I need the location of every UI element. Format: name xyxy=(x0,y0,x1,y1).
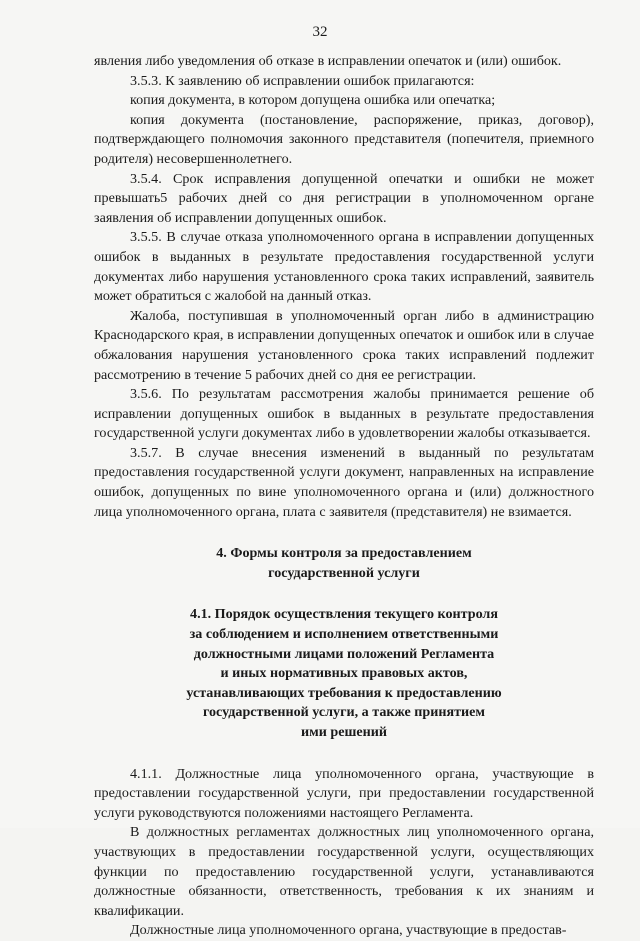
page-number: 32 xyxy=(312,24,328,40)
paragraph: 3.5.3. К заявлению об исправлении ошибок прилагаются: xyxy=(130,72,475,89)
subsection-heading-line: устанавливающих требования к предоставлению xyxy=(186,684,502,701)
subsection-heading-line: ими решений xyxy=(301,724,387,740)
paragraph: 4.1.1. Должностные лица уполномоченного органа, участвующие в предоставлении государственной услуги, при предоставлении государственной услуги руководствуются положениями настоящего Регламента. xyxy=(94,765,594,821)
paragraph: 3.5.4. Срок исправления допущенной опечатки и ошибки не может превышать5 рабочих дней со дня регистрации в уполномоченном органе заявления об исправлении допущенных ошибок. xyxy=(94,170,594,226)
subsection-heading-line: 4.1. Порядок осуществления текущего контроля xyxy=(190,606,498,623)
section-heading xyxy=(94,544,594,583)
document-body xyxy=(94,52,594,941)
section-heading-line: 4. Формы контроля за предоставлением xyxy=(216,545,472,562)
paragraph: 3.5.7. В случае внесения изменений в выданный по результатам предоставления государственной услуги документ, направленных на исправление ошибок, допущенных по вине уполномоченного органа и (или) должностного лица уполномоченного органа, плата с заявителя (представителя) не взимается. xyxy=(94,444,594,520)
paragraph: копия документа (постановление, распоряжение, приказ, договор), подтверждающего полномочия законного представителя (попечителя, приемного родителя) несовершеннолетнего. xyxy=(94,111,594,167)
paragraph: явления либо уведомления об отказе в исправлении опечаток и (или) ошибок. xyxy=(94,53,562,69)
paragraph: Жалоба, поступившая в уполномоченный орган либо в администрацию Краснодарского края, в исправлении допущенных опечаток и ошибок или в случае обжалования нарушения установленного срока таких исправлений подлежит рассмотрению в течение 5 рабочих дней со дня ее регистрации. xyxy=(94,307,594,383)
paragraph: Должностные лица уполномоченного органа, участвующие в предостав- xyxy=(130,922,567,939)
paragraph: 3.5.6. По результатам рассмотрения жалобы принимается решение об исправлении допущенных ошибок в выданных в результате предоставления государственной услуги документах либо в удовлетворении жалобы отказывается. xyxy=(94,386,594,442)
subsection-heading-line: государственной услуги, а также принятием xyxy=(202,704,486,721)
subsection-heading-line: и иных нормативных правовых актов, xyxy=(220,665,468,682)
subsection-heading-line: за соблюдением и исполнением ответственными xyxy=(189,626,499,643)
section-heading-line: государственной услуги xyxy=(268,564,420,581)
subsection-heading-line: должностными лицами положений Регламента xyxy=(193,645,495,662)
subsection-heading xyxy=(94,605,594,742)
paragraph: В должностных регламентах должностных лиц уполномоченного органа, участвующих в предоставлении государственной услуги, осуществляющих функции по предоставлению государственной услуги, устанавливаются должностные обязанности, ответственность, требования к их знаниям и квалификации. xyxy=(94,824,594,919)
paragraph: копия документа, в котором допущена ошибка или опечатка; xyxy=(130,92,496,109)
paragraph: 3.5.5. В случае отказа уполномоченного органа в исправлении допущенных ошибок в выданных в результате предоставления государственной услуги документах либо нарушения установленного срока таких исправлений, заявитель может обратиться с жалобой на данный отказ. xyxy=(94,229,594,305)
